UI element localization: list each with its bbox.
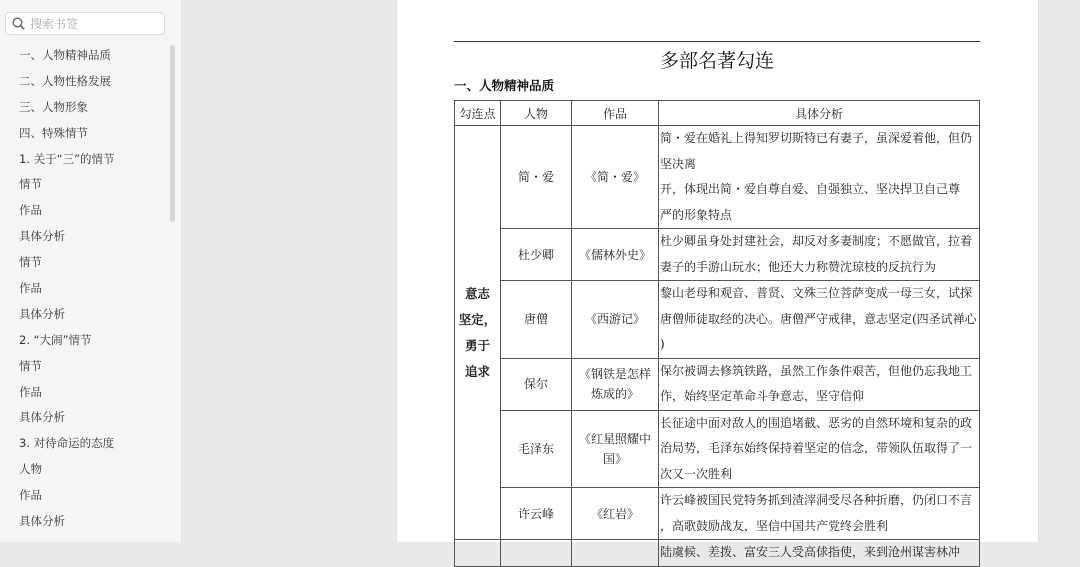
- analysis-line: 陆虞候、差拨、富安三人受高俅指使，来到沧州谋害林冲: [660, 545, 961, 559]
- bookmark-item[interactable]: 作品: [19, 488, 42, 503]
- work-cell: 《钢铁是怎样炼成的》: [572, 358, 659, 410]
- category-line: 勇于: [464, 337, 490, 353]
- person-cell: 许云峰: [501, 488, 572, 540]
- analysis-line: 唐僧师徒取经的决心。唐僧严守戒律，意志坚定(四圣试禅心: [660, 311, 977, 326]
- table-row: [455, 358, 980, 410]
- bookmark-search-input[interactable]: [30, 17, 155, 31]
- bookmark-sidebar: [0, 0, 182, 542]
- table-row: [455, 229, 980, 281]
- analysis-line: 杜少卿虽身处封建社会，却反对多妻制度；不愿做官，拉着: [660, 234, 973, 248]
- person-cell: 毛泽东: [501, 410, 572, 488]
- analysis-line: 许云峰被国民党特务抓到渣滓洞受尽各种折磨，仍闭口不言: [660, 493, 973, 507]
- document-title: 多部名著勾连: [659, 50, 774, 72]
- bookmark-item[interactable]: 1. 关于“三”的情节: [19, 151, 115, 166]
- work-cell: 《红星照耀中国》: [572, 410, 659, 488]
- bookmark-item[interactable]: 作品: [19, 384, 42, 399]
- analysis-cell: [659, 488, 980, 540]
- analysis-line: 妻子的手游山玩水；他还大力称赞沈琼枝的反抗行为: [660, 259, 937, 274]
- analysis-cell: [659, 540, 980, 567]
- table-row: [455, 126, 980, 229]
- bookmark-search-box[interactable]: [5, 12, 165, 35]
- header-rule: [454, 41, 980, 42]
- bookmark-item[interactable]: 具体分析: [19, 514, 65, 529]
- bookmark-item[interactable]: 具体分析: [19, 229, 65, 244]
- column-header: 具体分析: [659, 101, 980, 126]
- analysis-line: 黎山老母和观音、普贤、文殊三位菩萨变成一母三女，试探: [660, 286, 973, 300]
- table-row: [455, 540, 980, 567]
- table-row: [455, 410, 980, 488]
- bookmark-item[interactable]: 作品: [19, 281, 42, 296]
- analysis-line: 开，体现出简・爱自尊自爱、自强独立、坚决捍卫自己尊: [660, 182, 961, 196]
- category-line: 意志: [464, 285, 490, 301]
- analysis-line: 次又一次胜利: [660, 466, 733, 481]
- bookmark-item[interactable]: 情节: [19, 255, 42, 270]
- search-icon: [12, 17, 25, 30]
- analysis-line: 保尔被调去修筑铁路，虽然工作条件艰苦，但他仍忘我地工: [660, 363, 973, 378]
- analysis-cell: [659, 358, 980, 410]
- column-header: 人物: [501, 101, 572, 126]
- bookmark-item[interactable]: 二、人物性格发展: [19, 73, 111, 88]
- analysis-line: 作，始终坚定革命斗争意志，坚守信仰: [660, 389, 865, 403]
- category-line: 坚定，: [458, 311, 497, 327]
- category-cell: [455, 540, 501, 567]
- table-row: [455, 488, 980, 540]
- analysis-cell: [659, 281, 980, 359]
- work-cell: 《红岩》: [572, 488, 659, 540]
- work-cell: 《简・爱》: [572, 126, 659, 229]
- category-cell: [455, 126, 501, 540]
- bookmark-item[interactable]: 一、人物精神品质: [19, 48, 111, 62]
- table-header-row: [455, 101, 980, 126]
- bookmark-item[interactable]: 人物: [19, 462, 42, 477]
- person-cell: 简・爱: [501, 126, 572, 229]
- bookmark-outline: [0, 43, 170, 535]
- analysis-line: 简・爱在婚礼上得知罗切斯特已有妻子，虽深爱着他，但仍: [660, 131, 973, 145]
- section-heading: 一、人物精神品质: [454, 78, 555, 93]
- bookmark-item[interactable]: 四、特殊情节: [19, 125, 88, 140]
- bookmark-item[interactable]: 3. 对待命运的态度: [19, 436, 115, 451]
- person-cell: 杜少卿: [501, 229, 572, 281]
- analysis-line: ): [660, 337, 665, 351]
- comparison-table: [454, 100, 980, 567]
- bookmark-item[interactable]: 情节: [19, 177, 42, 192]
- analysis-line: 严的形象特点: [660, 207, 733, 222]
- bookmark-item[interactable]: 作品: [19, 203, 42, 218]
- person-cell: 保尔: [501, 358, 572, 410]
- analysis-cell: [659, 229, 980, 281]
- category-line: 追求: [464, 363, 490, 379]
- sidebar-scrollbar[interactable]: [170, 45, 175, 222]
- analysis-line: 治局势，毛泽东始终保持着坚定的信念，带领队伍取得了一: [660, 441, 973, 455]
- analysis-line: 坚决离: [660, 156, 697, 171]
- work-cell: 《儒林外史》: [572, 229, 659, 281]
- analysis-cell: [659, 410, 980, 488]
- bookmark-item[interactable]: 具体分析: [19, 410, 65, 425]
- work-cell: [572, 540, 659, 567]
- bookmark-item[interactable]: 2. “大闹”情节: [19, 332, 92, 347]
- analysis-line: 长征途中面对敌人的围追堵截、恶劣的自然环境和复杂的政: [660, 415, 973, 430]
- bookmark-item[interactable]: 三、人物形象: [19, 99, 88, 114]
- analysis-cell: [659, 126, 980, 229]
- work-cell: 《西游记》: [572, 281, 659, 359]
- table-row: [455, 281, 980, 359]
- bookmark-item[interactable]: 具体分析: [19, 306, 65, 321]
- document-page: [396, 0, 1039, 559]
- person-cell: [501, 540, 572, 567]
- person-cell: 唐僧: [501, 281, 572, 359]
- column-header: 勾连点: [455, 101, 501, 126]
- bookmark-item[interactable]: 情节: [19, 358, 42, 373]
- column-header: 作品: [572, 101, 659, 126]
- analysis-line: ，高歌鼓励战友，坚信中国共产党终会胜利: [660, 518, 889, 533]
